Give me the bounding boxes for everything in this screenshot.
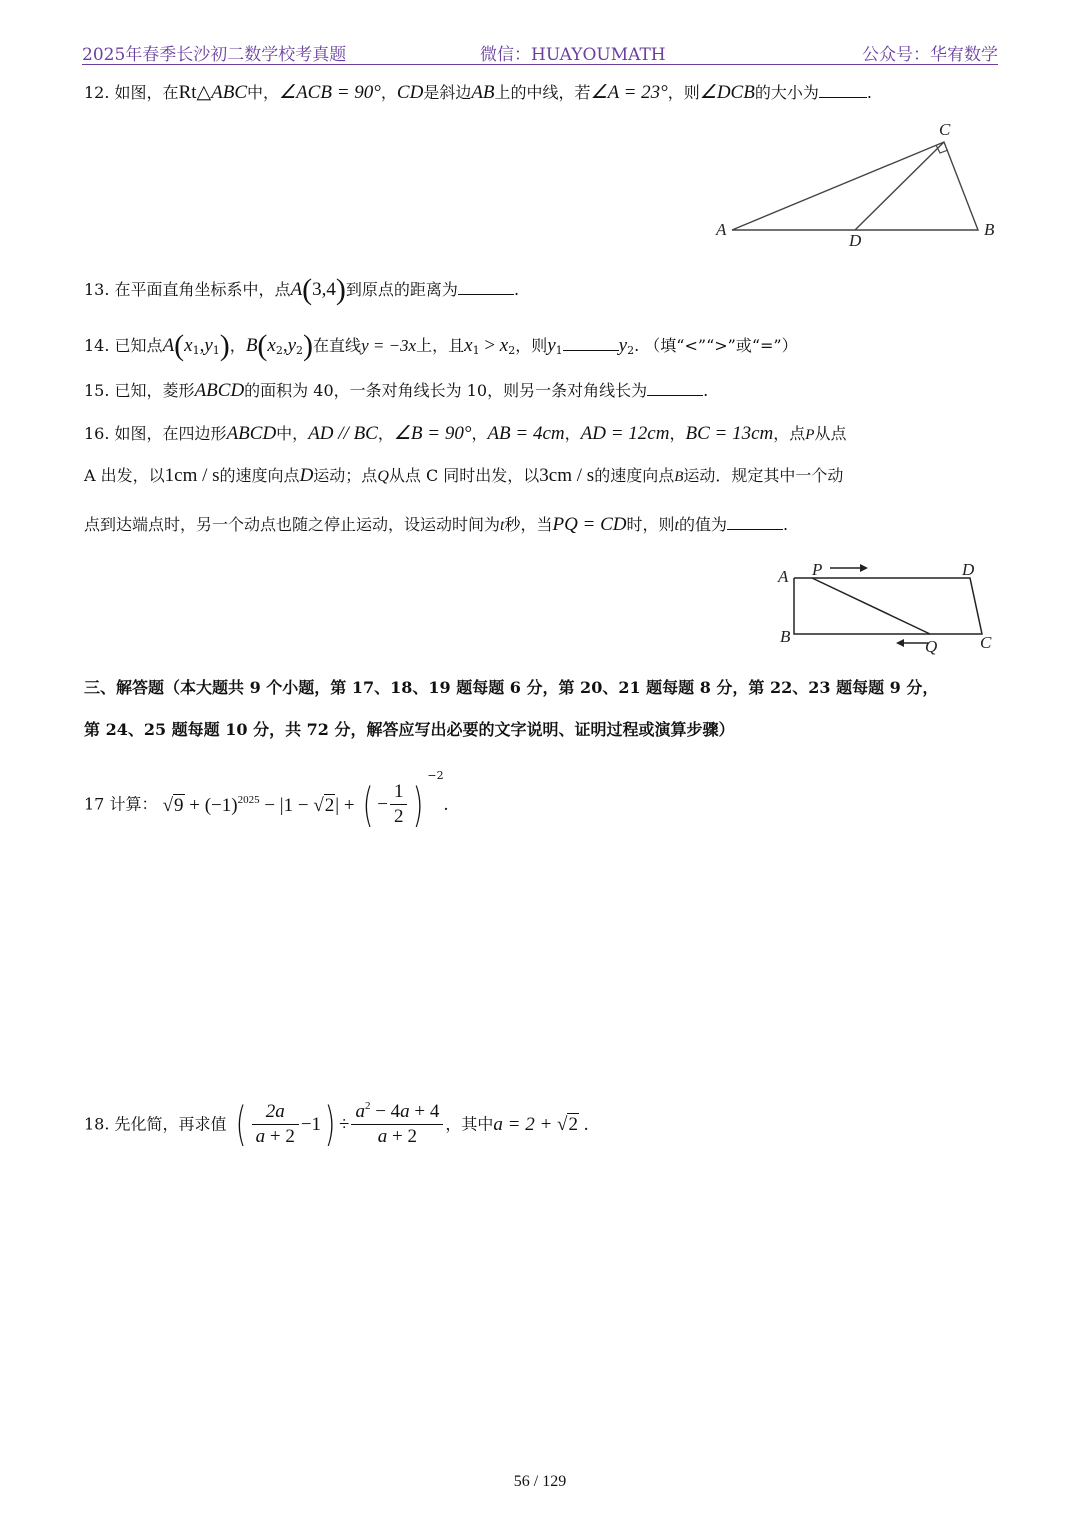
q16-l2-text-4: 从点 C 同时出发，以 [388,466,540,485]
q12-triangle: ABC [211,82,248,103]
q16-text-1: 如图，在四边形 [114,424,227,443]
q16-cond-angle: ∠B = 90° [393,423,472,444]
q16-l2-text-1: A 出发，以 [84,466,165,485]
q14-hint: （填“<”“>”或“=”） [644,336,798,355]
question-18: 18. 先化简，再求值 ( $\frac{2a}{a + 2}$ −1) ÷ $\frac{a^2 - 4a + 4}{a + 2}$ ，其中a = 2 + √2 . [84,1097,589,1152]
q16-point-q: Q [377,468,389,485]
q16-cond-bc: BC = 13cm [685,423,774,444]
q12-text-5: 上的中线，若 [494,83,591,102]
q12-angle-a: ∠A = 23° [590,82,668,103]
q17-text-1: 计算： [109,794,158,814]
q17-exp-2025: 2025 [237,793,260,806]
question-number: 13. [84,280,110,299]
question-number: 12. [84,83,110,102]
q16-l2-text-3: 运动；点 [313,466,378,485]
header-official-account: 公众号：华宥数学 [862,45,998,65]
question-13: 13. 在平面直角坐标系中，点A(3,4)到原点的距离为 . [84,273,520,306]
answer-blank [647,381,703,396]
q12-cd: CD [396,82,424,103]
q15-end: . [703,381,709,400]
q12-text-2: 中， [247,83,280,102]
label-d: D [849,231,862,250]
label-c: C [980,633,992,652]
question-15 [84,380,708,403]
q14-sub: 1 [192,344,200,357]
q16-cond-ab: AB = 4cm [487,423,565,444]
q16-end: . [783,515,789,534]
q14-x: x [184,335,193,356]
q12-angle-dcb: ∠DCB [699,82,755,103]
q14-y: y [204,335,213,356]
q14-end: . [634,336,640,355]
q14-text-5: ，则 [515,336,548,355]
q16-text-3: ，点 [773,424,806,443]
q18-text-1: 先化简，再求值 [114,1114,227,1134]
q12-text-4: 是斜边 [423,83,472,102]
q14-sub: 2 [275,344,283,357]
q16-point-d: D [299,465,314,486]
q14-line-eq: y = −3x [361,336,417,355]
q14-text-1: 已知点 [114,336,163,355]
header-divider [82,64,998,65]
label-q: Q [925,637,938,656]
q14-sub: 1 [472,344,480,357]
q14-sub: 2 [508,344,516,357]
q14-point-a: A [162,335,175,356]
q16-l2-text-6: 运动．规定其中一个动 [683,466,844,485]
q16-point-b: B [674,469,684,485]
q16-l2-text-2: 的速度向点 [219,466,300,485]
q14-x: x [464,335,473,356]
q16-speed-1: 1cm / s [164,465,220,486]
q16-cond-ad: AD = 12cm [580,423,670,444]
label-c: C [939,120,951,139]
question-number: 15. [84,381,110,400]
q18-text-2: ，其中 [445,1114,494,1134]
q13-text-1: 在平面直角坐标系中，点 [114,280,291,299]
question-14: 14. 已知点$A(x_1,y_1)$，$B(x_2,y_2)$在直线y = −3x上，且$x_1 > x_2$，则$y_1$ $y_2$. （填“<”“>”或“=”） [84,329,798,362]
question-16-line-3 [84,514,788,537]
q15-text-1: 已知，菱形 [114,381,195,400]
q14-sub: 1 [212,344,220,357]
q14-sub: 2 [627,344,635,357]
label-a: A [778,567,789,586]
q16-speed-2: 3cm / s [539,465,595,486]
q14-y: y [287,335,297,356]
label-b: B [780,627,791,646]
q13-point: A [290,279,303,300]
q14-y: y [618,335,628,356]
q12-text-6: ，则 [667,83,700,102]
q12-end: . [866,83,872,102]
q16-l2-text-5: 的速度向点 [594,466,675,485]
q16-quad: ABCD [226,423,277,444]
q12-text-3: ， [380,83,397,102]
label-b: B [984,220,995,239]
q16-l3-text-3: 时，则 [626,515,675,534]
q14-text-4: 上，且 [416,336,465,355]
q18-condition: a = 2 + [493,1113,558,1135]
q14-x: x [499,335,509,356]
q14-sub: 1 [555,344,563,357]
q17-expression: $√9 + (-1)^{2025} - |1 - √2|$ + [162,793,360,816]
q16-text-4: 从点 [814,424,847,443]
question-16-line-2 [84,465,843,488]
q14-text-2: ， [229,336,246,355]
q14-point-b: B [245,335,258,356]
q15-rhombus: ABCD [194,380,245,401]
q14-y: y [547,335,556,356]
q16-cond-parallel: AD // BC [308,423,378,444]
label-p: P [812,560,823,579]
question-number: 18. [84,1114,110,1134]
q16-text-2: 中， [276,424,309,443]
question-12 [84,82,872,105]
question-16-line-1: 16. 如图，在四边形ABCD中，AD // BC，∠B = 90°，AB = 4cm，AD = 12cm，BC = 13cm，点P从点 [84,423,847,444]
q13-end: . [513,280,520,299]
q12-ab: AB [471,82,495,103]
q14-x: x [267,335,276,356]
page-header [82,38,998,64]
label-a: A [716,220,727,239]
q16-condition: PQ = CD [552,514,627,535]
answer-blank [819,83,867,98]
q14-sub: 2 [296,344,304,357]
q16-var-t: t [500,517,505,534]
q12-text-1: 如图，在 [114,83,179,102]
label-d: D [962,560,975,579]
figure-q12-triangle [710,118,1000,250]
q16-l3-text-2: 秒，当 [504,515,553,534]
q15-text-2: 的面积为 40，一条对角线长为 10，则另一条对角线长为 [244,381,648,400]
section-3-header-line-1: 三、解答题（本大题共 9 个小题，第 17、18、19 题每题 6 分，第 20、21 题每题 8 分，第 22、23 题每题 9 分， [84,678,939,697]
q12-angle-acb: ∠ACB = 90° [279,82,381,103]
q12-rt: Rt△ [178,82,212,103]
answer-blank [458,280,514,295]
q16-l3-text-1: 点到达端点时，另一个动点也随之停止运动，设运动时间为 [84,515,501,534]
question-number: 14. [84,336,110,355]
page-number: 56 / 129 [513,1473,567,1490]
q17-exp-neg2: −2 [427,769,444,782]
q14-text-3: 在直线 [313,336,362,355]
question-17: 17 计算： $√9 + (-1)^{2025} - |1 - √2|$ + ( − $\frac{1}{2}$ )$^{-2}$. [84,769,449,832]
q16-var-t: t [674,517,679,534]
q12-text-7: 的大小为 [754,83,819,102]
header-wechat: 微信：HUAYOUMATH [480,45,666,65]
q13-text-2: 到原点的距离为 [345,280,458,299]
answer-blank [563,336,619,351]
figure-q16-quadrilateral [770,556,1002,658]
question-number: 17 [84,794,105,814]
section-3-header-line-2: 第 24、25 题每题 10 分，共 72 分，解答应写出必要的文字说明、证明过程或演算步骤） [84,720,735,739]
header-title: 2025年春季长沙初二数学校考真题 [82,45,347,65]
q13-coords: 3,4 [312,279,336,300]
answer-blank [727,515,783,530]
question-number: 16. [84,424,110,443]
q16-l3-text-4: 的值为 [679,515,728,534]
q16-point-p: P [805,427,815,443]
